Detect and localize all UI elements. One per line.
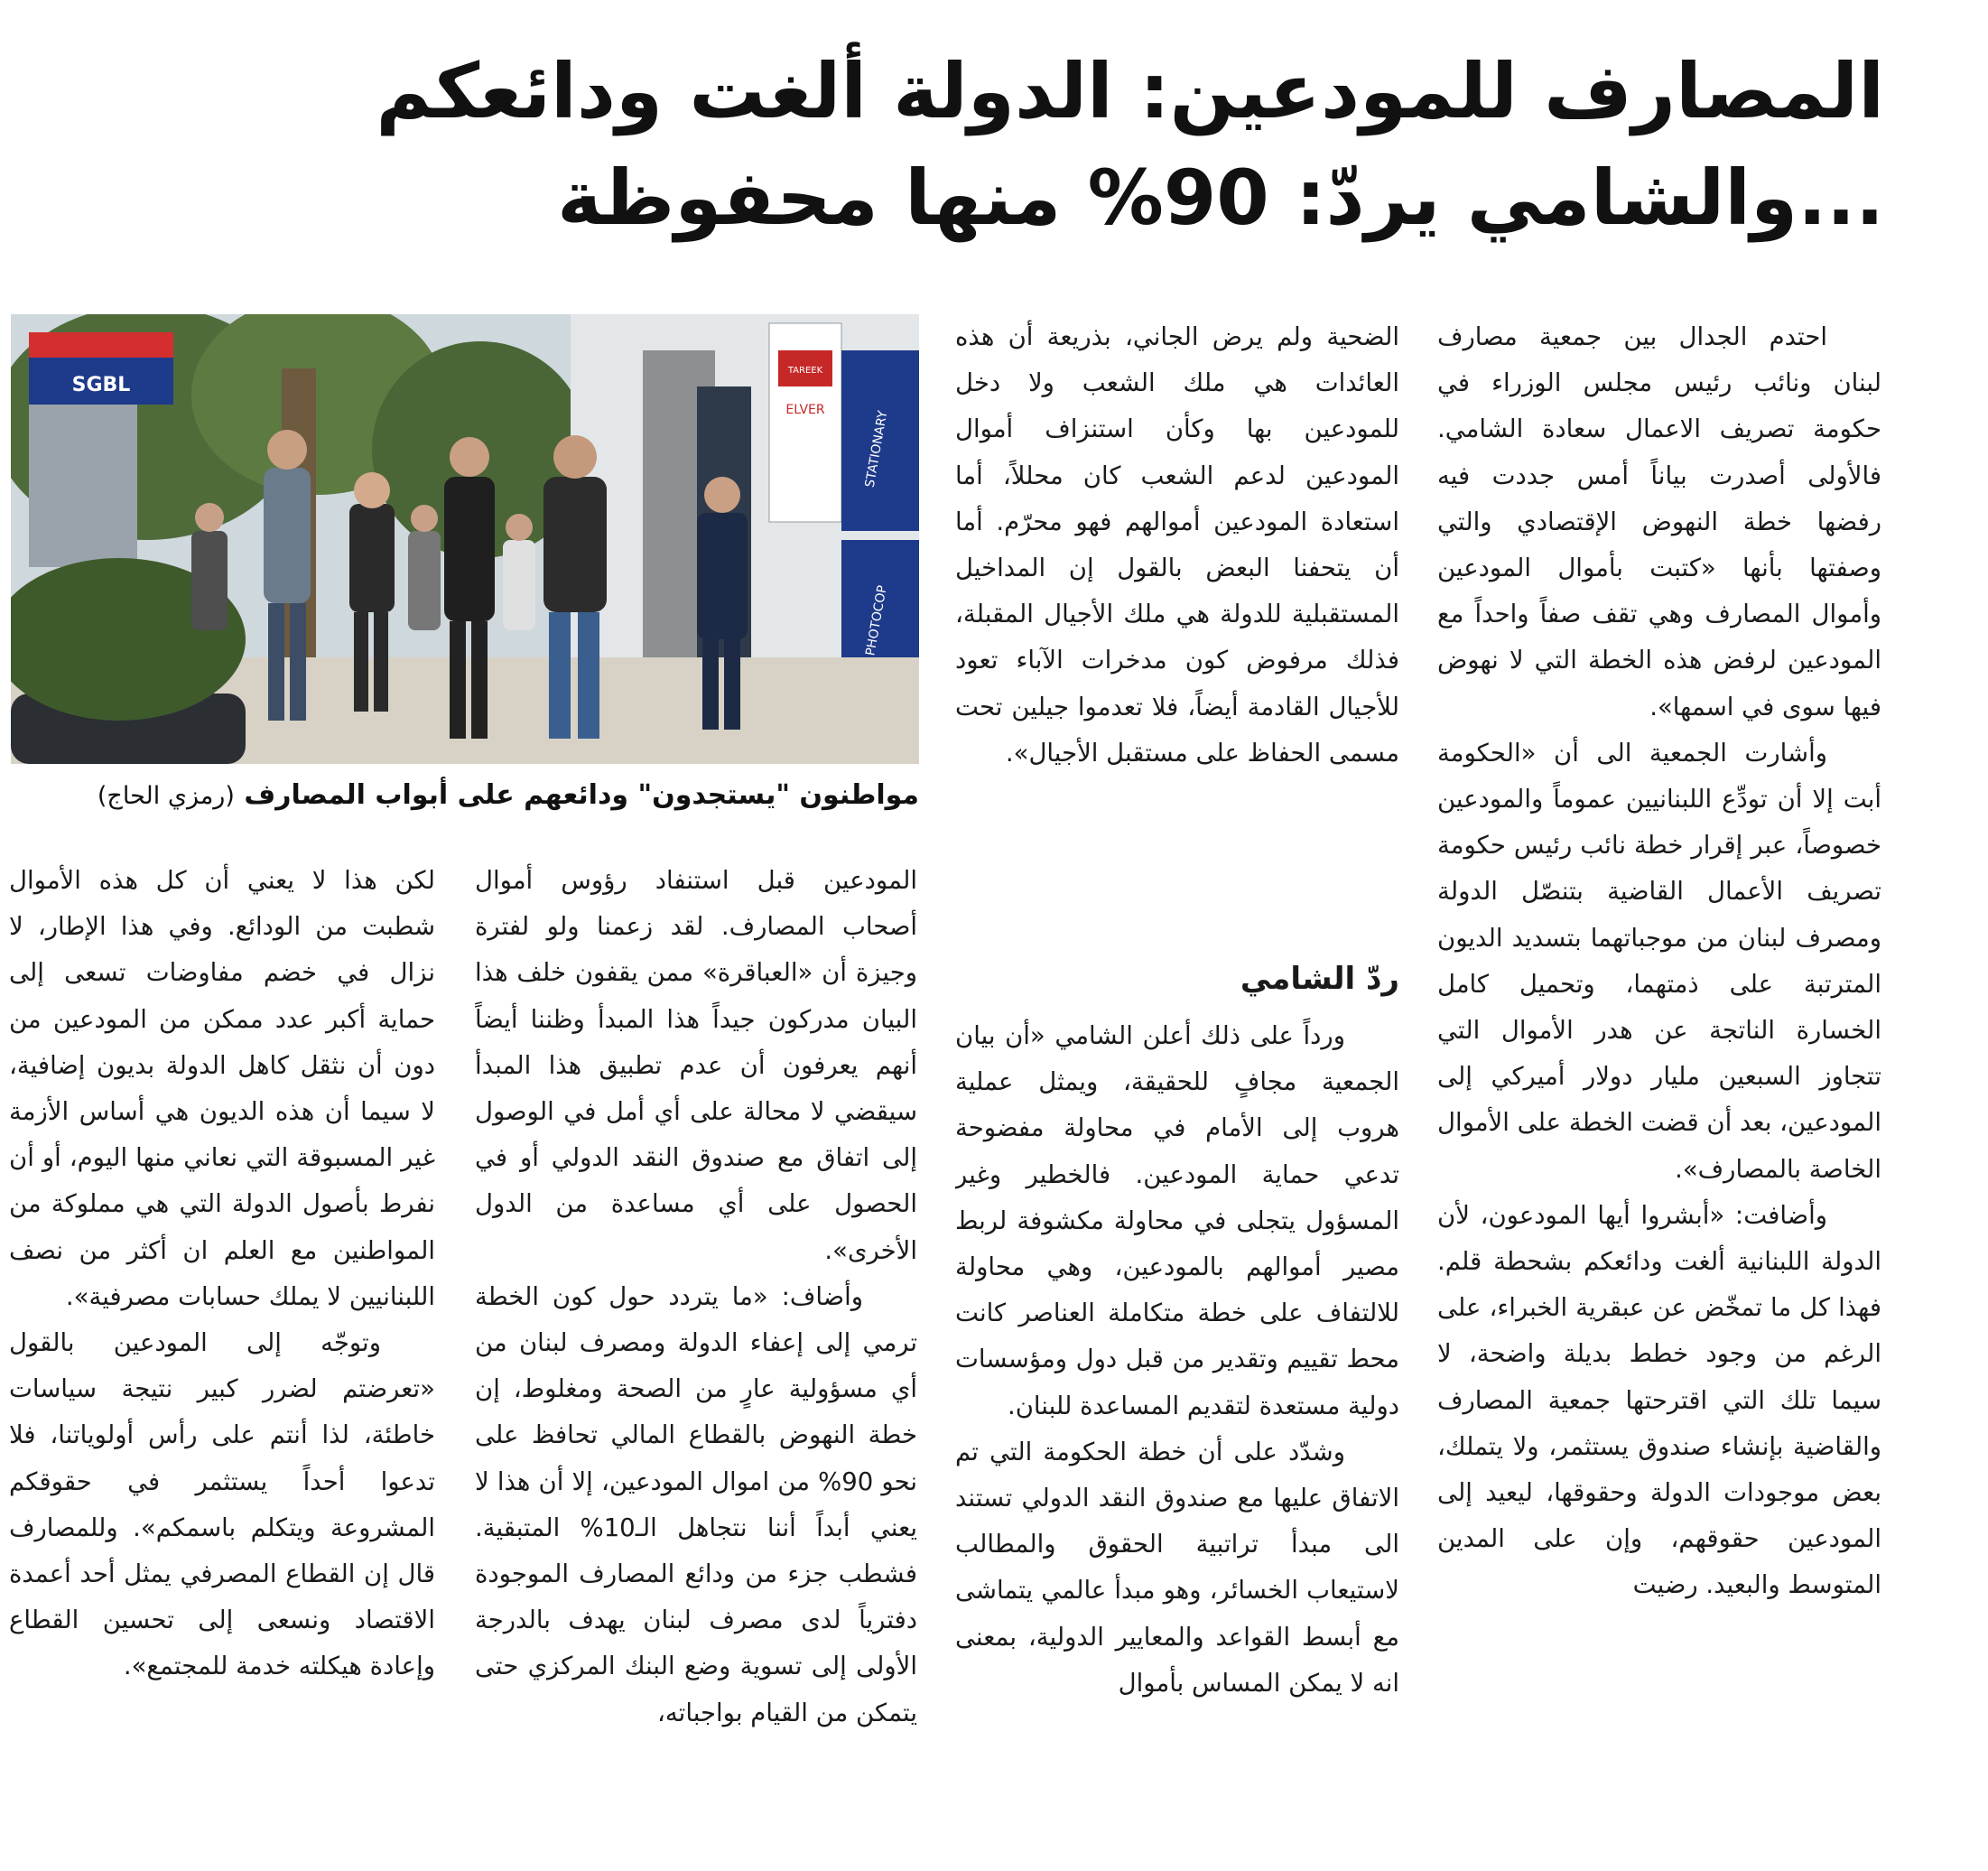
shop-sign-photocopy: PHOTOCOP [863,584,890,657]
section-subhead: ردّ الشامي [1240,961,1399,997]
article-column-1 [1437,314,1881,1860]
shop-sign-elver: ELVER [785,403,825,417]
photo-caption [11,775,919,818]
article-column-2-continued [955,936,1399,1860]
news-photo [11,314,919,764]
article-paragraph: وأضاف: «ما يتردد حول كون الخطة ترمي إلى إعفاء الدولة ومصرف لبنان من أي مسؤولية عارٍ من الصحة ومغلوط، إن خطة النهوض بالقطاع المالي تحافظ على نحو 90% من اموال المودعين، إلا أن هذا لا يعني أبداً أننا نتجاهل الـ10% المتبقية. فشطب جزء من ودائع المصارف الموجودة دفترياً لدى مصرف لبنان يهدف بالدرجة الأولى إلى تسوية وضع البنك المركزي حتى يتمكن من القيام بواجباته، [475,1281,917,1727]
headline [259,38,1884,251]
article-paragraph: ورداً على ذلك أعلن الشامي «أن بيان الجمعية مجافٍ للحقيقة، ويمثل عملية هروب إلى الأمام في محاولة مفضوحة تدعي حماية المودعين. فالخطير وغير المسؤول يتجلى في محاولة مكشوفة لربط مصير أموالهم بالمودعين، وهي محاولة للالتفاف على خطة متكاملة العناصر كانت محط تقييم وتقدير من قبل دول ومؤسسات دولية مستعدة لتقديم المساعدة للبنان. [955,1021,1399,1420]
shop-sign-tareek: TAREEK [787,366,823,376]
headline-line-1: المصارف للمودعين: الدولة ألغت ودائعكم [376,47,1884,135]
article-column-2 [955,314,1399,928]
article-paragraph: وشدّد على أن خطة الحكومة التي تم الاتفاق عليها مع صندوق النقد الدولي تستند الى مبدأ تراتبية الحقوق والمطالب لاستيعاب الخسائر، وهو مبدأ عالمي يتماشى مع أبسط القواعد والمعايير الدولية، بمعنى انه لا يمكن المساس بأموال [955,1437,1399,1698]
article-paragraph: وأشارت الجمعية الى أن «الحكومة أبت إلا أن تودِّع اللبنانيين عموماً والمودعين خصوصاً، عبر إقرار خطة نائب رئيس حكومة تصريف الأعمال القاضية بتنصّل الدولة ومصرف لبنان من موجباتهما بتسديد الديون المترتبة على ذمتهما، وتحميل كامل الخسارة الناتجة عن هدر الأموال التي تتجاوز السبعين مليار دولار أميركي إلى المودعين، بعد أن قضت الخطة على الأموال الخاصة بالمصارف». [1437,738,1881,1184]
shop-sign-stationary: STATIONARY [862,409,891,489]
article-paragraph: احتدم الجدال بين جمعية مصارف لبنان ونائب رئيس مجلس الوزراء في حكومة تصريف الاعمال سعادة الشامي. فالأولى أصدرت بياناً أمس جددت فيه رفضها خطة النهوض الإقتصادي والتي وصفتها بأنها «كتبت بأموال المودعين وأموال المصارف وهي تقف صفاً واحداً مع المودعين لرفض هذه الخطة التي لا نهوض فيها سوى في اسمها». [1437,322,1881,721]
bank-sign-text: SGBL [71,374,131,396]
article-paragraph: لكن هذا لا يعني أن كل هذه الأموال شطبت من الودائع. وفي هذا الإطار، لا نزال في خضم مفاوضات تسعى إلى حماية أكبر عدد ممكن من المودعين من دون أن نثقل كاهل الدولة بديون إضافية، لا سيما أن هذه الديون هي أساس الأزمة غير المسبوقة التي نعاني منها اليوم، أو أن نفرط بأصول الدولة التي هي مملوكة من المواطنين مع العلم ان أكثر من نصف اللبنانيين لا يملك حسابات مصرفية». [9,866,435,1311]
article-paragraph: الضحية ولم يرض الجاني، بذريعة أن هذه العائدات هي ملك الشعب ولا دخل للمودعين بها وكأن استنزاف أموال المودعين لدعم الشعب كان محللاً، أما استعادة المودعين أموالهم فهو محرّم. أما أن يتحفنا البعض بالقول إن المداخيل المستقبلية للدولة هي ملك الأجيال المقبلة، فذلك مرفوض كون مدخرات الآباء تعود للأجيال القادمة أيضاً، فلا تعدموا جيلين تحت مسمى الحفاظ على مستقبل الأجيال». [955,322,1399,768]
photo-credit: (رمزي الحاج) [97,782,235,810]
article-paragraph: وأضافت: «أبشروا أيها المودعون، لأن الدولة اللبنانية ألغت ودائعكم بشحطة قلم. فهذا كل ما تمخّض عن عبقرية الخبراء، على الرغم من وجود خطط بديلة واضحة، لا سيما تلك التي اقترحتها جمعية المصارف والقاضية بإنشاء صندوق يستثمر، ولا يتملك، بعض موجودات الدولة وحقوقها، ليعيد إلى المودعين حقوقهم، وإن على المدين المتوسط والبعيد. رضيت [1437,1200,1881,1600]
article-paragraph: المودعين قبل استنفاد رؤوس أموال أصحاب المصارف. لقد زعمنا ولو لفترة وجيزة أن «العباقرة» ممن يقفون خلف هذا البيان مدركون جيداً هذا المبدأ وظننا أيضاً أنهم يعرفون أن عدم تطبيق هذا المبدأ سيقضي لا محالة على أي أمل في الوصول إلى اتفاق مع صندوق النقد الدولي أو في الحصول على أي مساعدة من الدول الأخرى». [475,866,917,1265]
caption-text: مواطنون "يستجدون" ودائعهم على أبواب المصارف [244,779,919,811]
article-column-3 [475,858,917,1860]
headline-line-2: ...والشامي يردّ: 90% منها محفوظة [557,154,1884,242]
article-column-4 [9,858,435,1860]
article-paragraph: وتوجّه إلى المودعين بالقول «تعرضتم لضرر كبير نتيجة سياسات خاطئة، لذا أنتم على رأس أولوياتنا، فلا تدعوا أحداً يستثمر في حقوقكم المشروعة ويتكلم باسمكم». وللمصارف قال إن القطاع المصرفي يمثل أحد أعمدة الاقتصاد ونسعى إلى تحسين القطاع وإعادة هيكلته خدمة للمجتمع». [9,1328,435,1681]
